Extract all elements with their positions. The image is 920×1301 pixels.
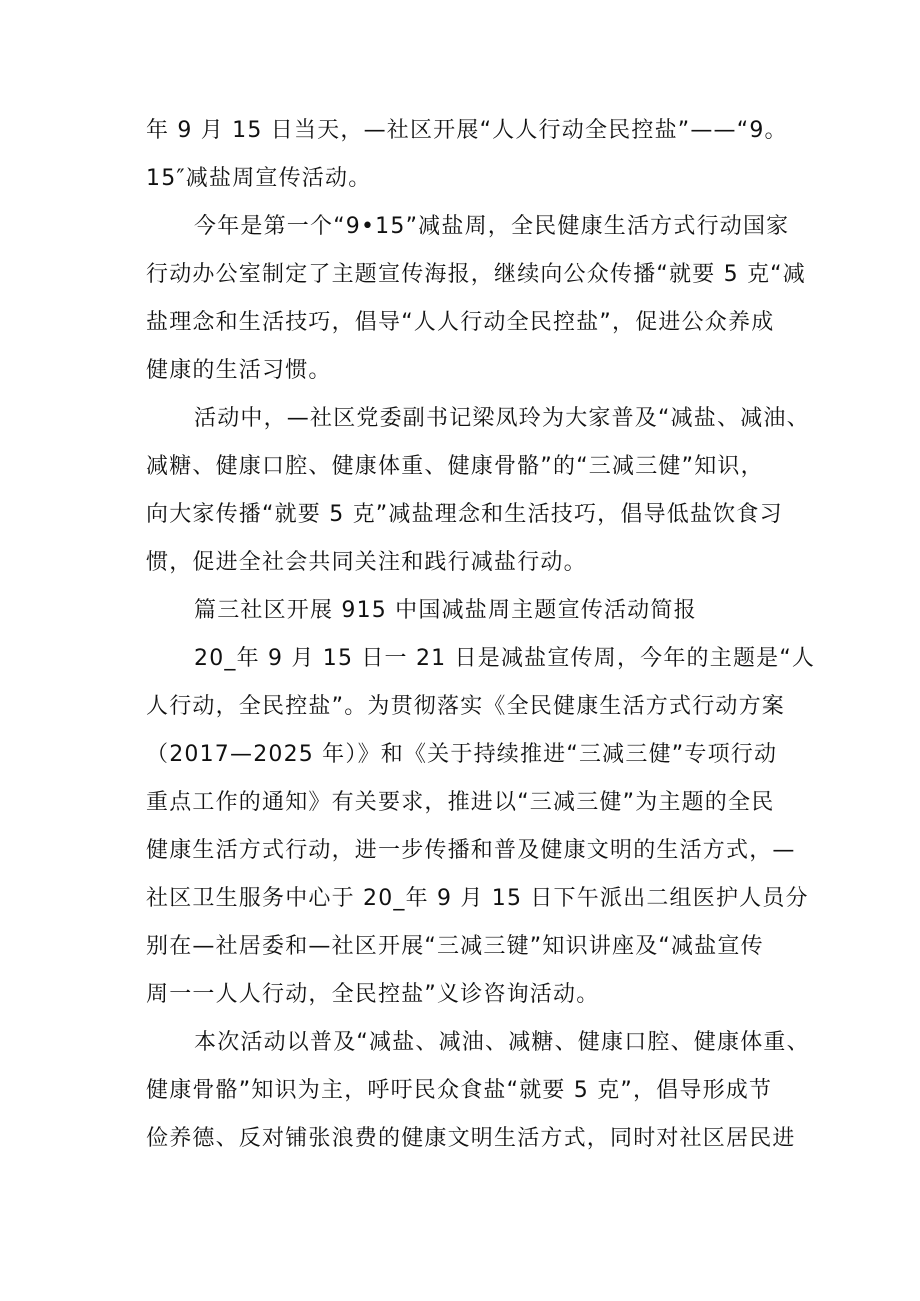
text-line: 盐理念和生活技巧，倡导“人人行动全民控盐”，促进公众养成 bbox=[146, 310, 775, 335]
text-line: 行动办公室制定了主题宣传海报，继续向公众传播“就要 5 克“减 bbox=[146, 262, 806, 287]
text-line: 健康的生活习惯。 bbox=[146, 358, 332, 383]
text-line: 社区卫生服务中心于 20_年 9 月 15 日下午派出二组医护人员分 bbox=[146, 886, 809, 911]
text-line: 周一一人人行动，全民控盐”义诊咨询活动。 bbox=[146, 982, 600, 1007]
paragraph-start-line: 本次活动以普及“减盐、减油、减糖、健康口腔、健康体重、 bbox=[194, 1030, 810, 1055]
text-line: 向大家传播“就要 5 克”减盐理念和生活技巧，倡导低盐饮食习 bbox=[146, 502, 783, 527]
text-line: 别在—社居委和—社区开展“三减三键”知识讲座及“减盐宣传 bbox=[146, 934, 764, 959]
text-line: 年 9 月 15 日当天，—社区开展“人人行动全民控盐”——“9。 bbox=[146, 118, 788, 143]
paragraph-start-line: 活动中，—社区党委副书记梁凤玲为大家普及“减盐、减油、 bbox=[194, 406, 810, 431]
paragraph-start-line: 今年是第一个“9•15”减盐周，全民健康生活方式行动国家 bbox=[194, 214, 790, 239]
text-line: （2017—2025 年）》和《关于持续推进“三减三健”专项行动 bbox=[146, 742, 778, 767]
text-line: 减糖、健康口腔、健康体重、健康骨骼”的“三减三健”知识， bbox=[146, 454, 764, 479]
text-line: 健康骨骼”知识为主，呼吁民众食盐“就要 5 克”，倡导形成节 bbox=[146, 1078, 773, 1103]
text-line: 重点工作的通知》有关要求，推进以“三减三健”为主题的全民 bbox=[146, 790, 775, 815]
text-line: 15″减盐周宣传活动。 bbox=[146, 166, 372, 191]
text-line: 健康生活方式行动，进一步传播和普及健康文明的生活方式，— bbox=[146, 838, 796, 863]
section-heading: 篇三社区开展 915 中国减盐周主题宣传活动简报 bbox=[194, 598, 697, 623]
text-line: 惯，促进全社会共同关注和践行减盐行动。 bbox=[146, 550, 587, 575]
text-line: 人行动，全民控盐”。为贯彻落实《全民健康生活方式行动方案 bbox=[146, 694, 785, 719]
paragraph-start-line: 20_年 9 月 15 日一 21 日是减盐宣传周，今年的主题是“人 bbox=[194, 646, 816, 671]
text-line: 俭养德、反对铺张浪费的健康文明生活方式，同时对社区居民进 bbox=[146, 1126, 796, 1151]
